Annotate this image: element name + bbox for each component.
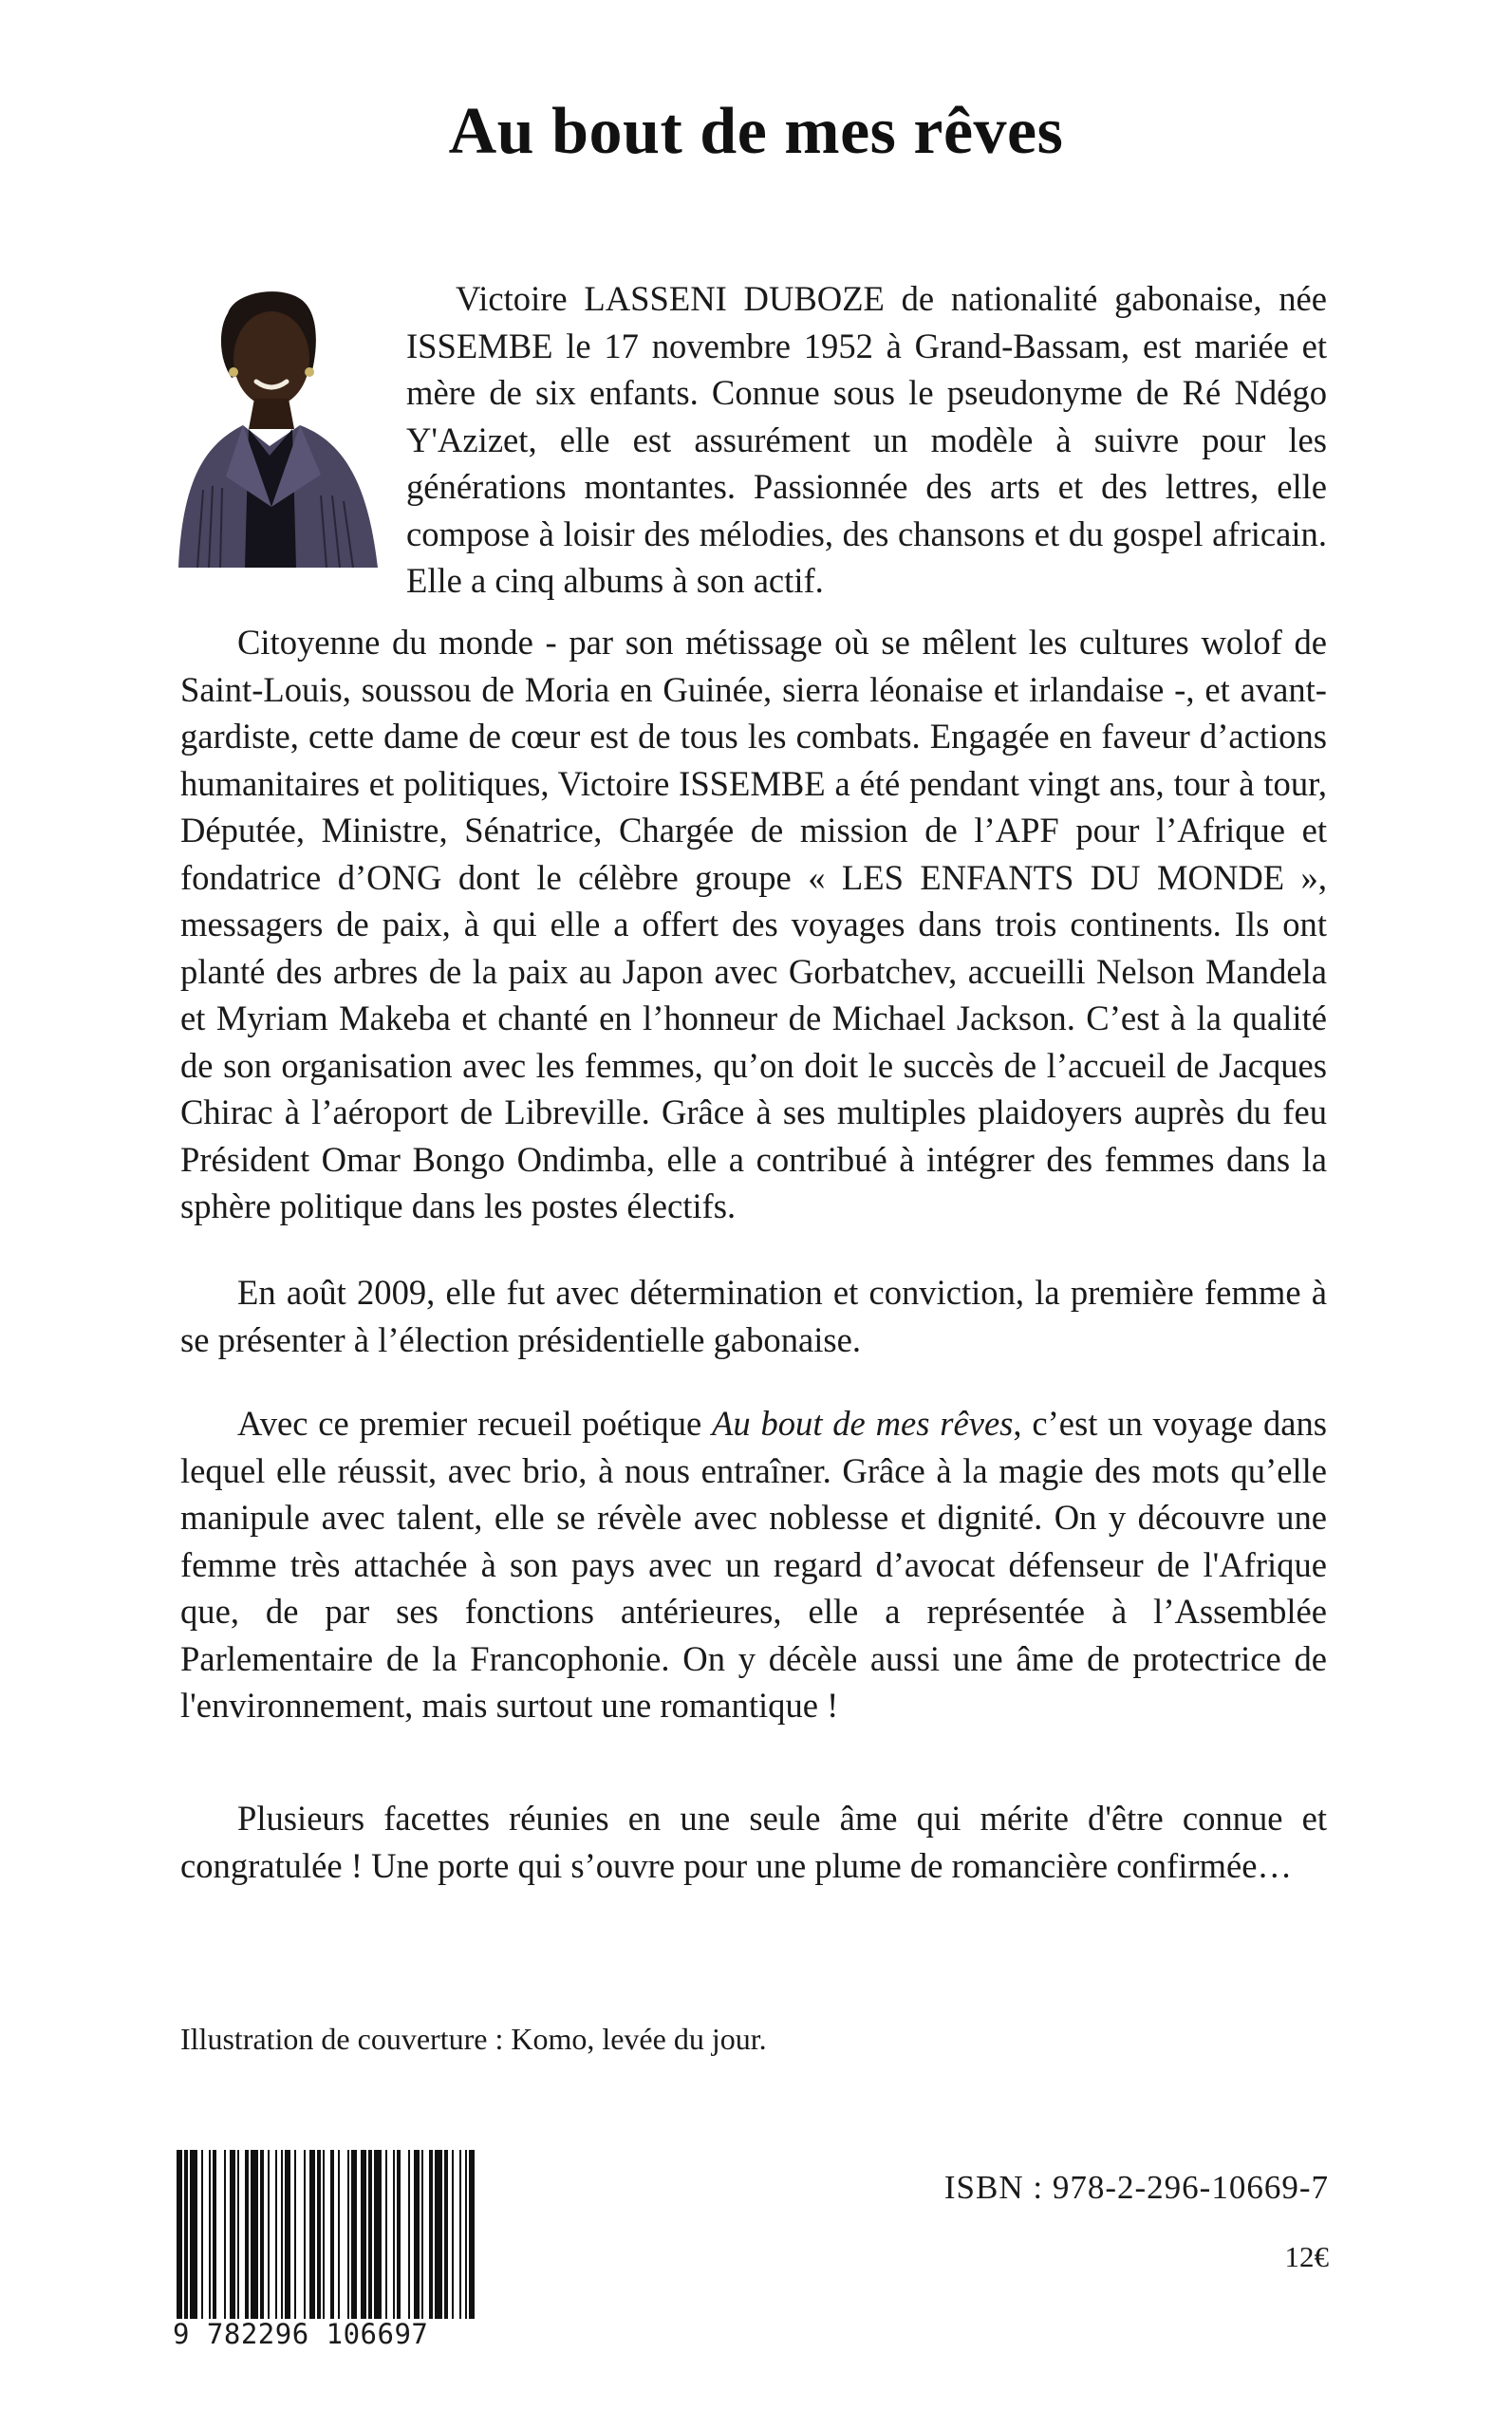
barcode-bar: [190, 2150, 197, 2321]
price: 12€: [1284, 2240, 1329, 2273]
barcode-bar: [268, 2150, 270, 2321]
barcode-digits: 9 782296 106697: [173, 2319, 486, 2349]
barcode-bar: [323, 2150, 325, 2321]
barcode-bar: [245, 2150, 249, 2321]
barcode-bar: [294, 2150, 296, 2321]
barcode-bar: [469, 2150, 475, 2321]
barcode-bar: [224, 2150, 226, 2321]
barcode-bar: [275, 2150, 277, 2321]
summary-text-start: Avec ce premier recueil poétique: [237, 1404, 713, 1443]
isbn-barcode: [173, 2150, 486, 2349]
barcode-bar: [452, 2150, 454, 2321]
barcode-bar: [317, 2150, 321, 2321]
barcode-bar: [368, 2150, 372, 2321]
career-paragraph: Citoyenne du monde - par son métissage où se mêlent les cultures wolof de Saint-Louis, soussou de Moria en Guinée, sierra léonaise et irlandaise -, et avant-gardiste, cette dame de cœur est de tous les combats. Engagée en faveur d’actions humanitaires et politiques, Victoire ISSEMBE a été pendant vingt ans, tour à tour, Députée, Ministre, Sénatrice, Chargée de mission de l’APF pour l’Afrique et fondatrice d’ONG dont le célèbre groupe « LES ENFANTS DU MONDE », messagers de paix, à qui elle a offert des voyages dans trois continents. Ils ont planté des arbres de la paix au Japon avec Gorbatchev, accueilli Nelson Mandela et Myriam Makeba et chanté en l’honneur de Michael Jackson. C’est à la qualité de son organisation avec les femmes, qu’on doit le succès de l’accueil de Jacques Chirac à l’aéroport de Libreville. Grâce à ses multiples plaidoyers auprès du feu Président Omar Bongo Ondimba, elle a contribué à intégrer des femmes dans la sphère politique dans les postes électifs.: [180, 623, 1327, 1225]
barcode-bar: [351, 2150, 357, 2321]
barcode-bar: [435, 2150, 442, 2321]
book-title: Au bout de mes rêves: [448, 94, 1064, 168]
barcode-bar: [285, 2150, 290, 2321]
barcode-bar: [251, 2150, 258, 2321]
barcode-bar: [230, 2150, 235, 2321]
book-title-inline: Au bout de mes rêves: [712, 1404, 1014, 1443]
barcode-bar: [281, 2150, 283, 2321]
barcode-bar: [177, 2150, 182, 2340]
barcode-bar: [338, 2150, 340, 2321]
barcode-bar: [201, 2150, 203, 2321]
barcode-bar: [213, 2150, 216, 2321]
closing-paragraph: Plusieurs facettes réunies en une seule âme qui mérite d'être connue et congratulée ! Une porte qui s’ouvre pour une plume de romancière confirmée…: [180, 1799, 1327, 1885]
barcode-bar: [385, 2150, 387, 2321]
barcode-bar: [444, 2150, 448, 2321]
barcode-bar: [393, 2150, 395, 2321]
barcode-bar: [465, 2150, 467, 2321]
barcode-bar: [459, 2150, 461, 2321]
barcode-bar: [260, 2150, 264, 2321]
isbn-number: ISBN : 978-2-296-10669-7: [943, 2169, 1329, 2206]
barcode-bar: [374, 2150, 382, 2321]
barcode-bar: [209, 2150, 211, 2321]
barcode-bar: [184, 2150, 188, 2321]
election-paragraph: En août 2009, elle fut avec détermination et conviction, la première femme à se présenter à l’élection présidentielle gabonaise.: [180, 1273, 1327, 1359]
barcode-bar: [304, 2150, 306, 2321]
author-bio-paragraph: Victoire LASSENI DUBOZE de nationalité gabonaise, née ISSEMBE le 17 novembre 1952 à Grand-Bassam, est mariée et mère de six enfants. Connue sous le pseudonyme de Ré Ndégo Y'Azizet, elle est assurément un modèle à suivre pour les générations montantes. Passionnée des arts et des lettres, elle compose à loisir des mélodies, des chansons et du gospel africain. Elle a cinq albums à son actif.: [406, 279, 1327, 600]
barcode-bar: [361, 2150, 366, 2321]
book-summary-paragraph: [180, 1400, 1327, 1729]
barcode-bar: [347, 2150, 349, 2321]
barcode-bar: [237, 2150, 239, 2321]
barcode-bar: [330, 2150, 334, 2321]
barcode-bar: [414, 2150, 420, 2321]
barcode-bar: [309, 2150, 315, 2321]
barcode-bar: [397, 2150, 401, 2321]
barcode-bar: [408, 2150, 410, 2321]
author-portrait: [169, 287, 380, 568]
barcode-bar: [429, 2150, 433, 2321]
summary-text-end: , c’est un voyage dans lequel elle réussit, avec brio, à nous entraîner. Grâce à la magie des mots qu’elle manipule avec talent, elle se révèle avec noblesse et dignité. On y découvre une femme très attachée à son pays avec un regard d’avocat défenseur de l'Afrique que, de par ses fonctions antérieures, elle a représentée à l’Assemblée Parlementaire de la Francophonie. On y décèle aussi une âme de protectrice de l'environnement, mais surtout une romantique !: [180, 1404, 1327, 1725]
barcode-bar: [421, 2150, 423, 2321]
cover-illustration-credit: Illustration de couverture : Komo, levée du jour.: [180, 2022, 767, 2056]
